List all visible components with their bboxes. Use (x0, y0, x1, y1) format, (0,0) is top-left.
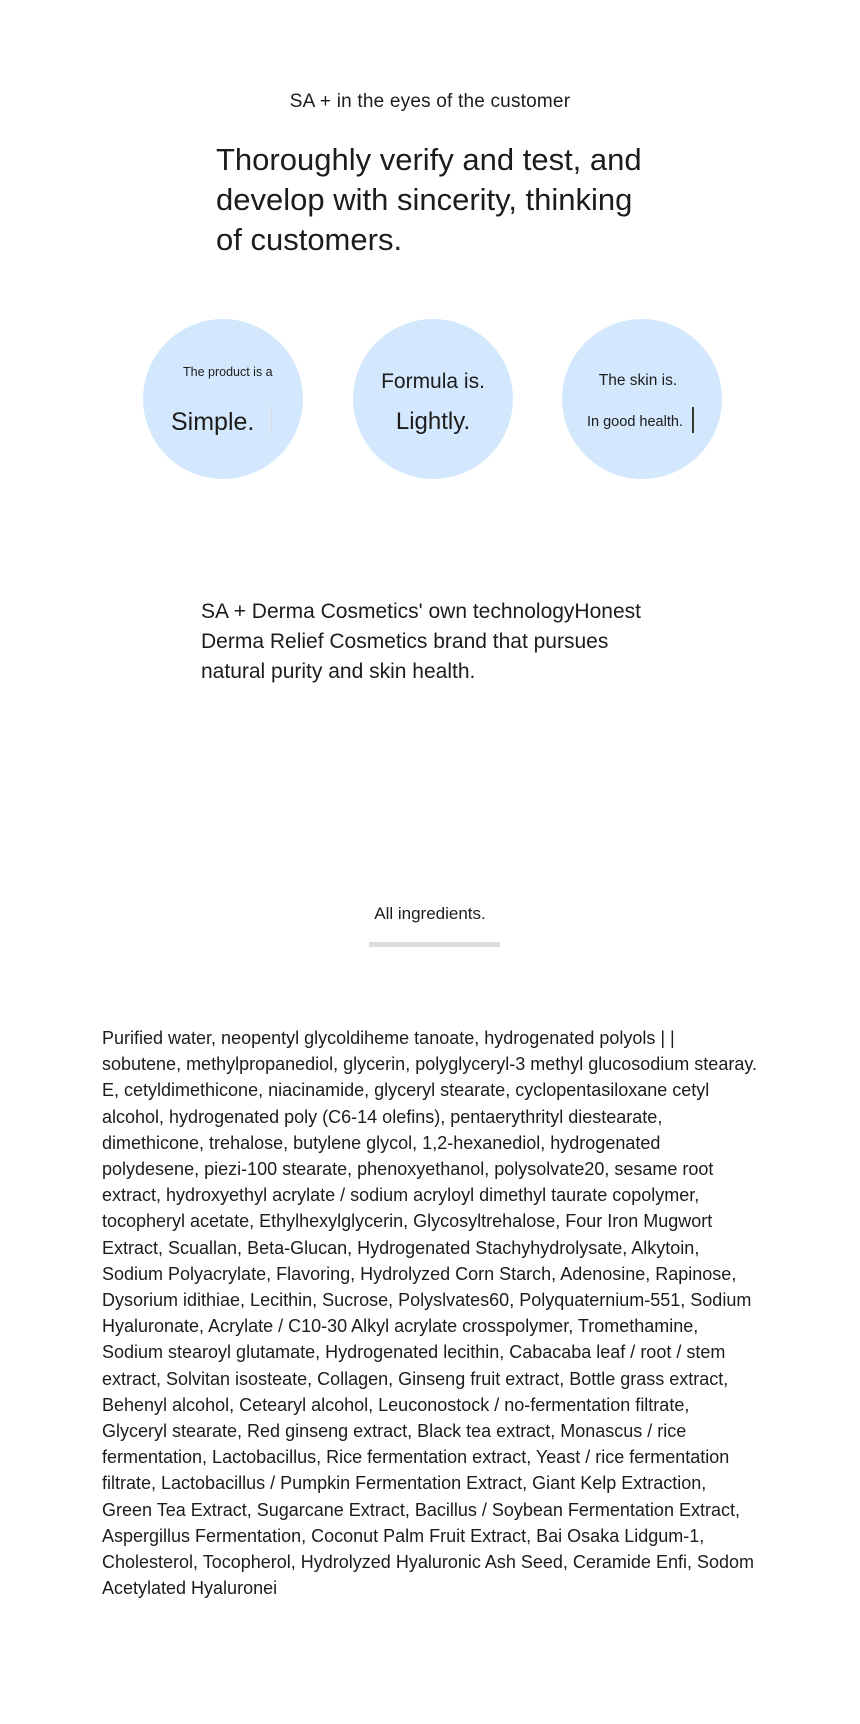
brand-description: SA + Derma Cosmetics' own technologyHonest Derma Relief Cosmetics brand that pursues natural purity and skin health. (201, 600, 641, 683)
text-cursor (692, 407, 694, 433)
feature-circle-caption: The skin is. (598, 372, 678, 389)
feature-circle-simple (143, 319, 303, 479)
title-underline (369, 942, 500, 947)
section-eyebrow: SA + in the eyes of the customer (289, 91, 571, 112)
feature-circle-health (562, 319, 722, 479)
feature-circle-keyword: Simple. (171, 408, 255, 436)
page-headline: Thoroughly verify and test, and develop with sincerity, thinking of customers. (216, 142, 642, 257)
text-cursor (271, 405, 272, 435)
feature-circle-caption: Formula is. (381, 370, 485, 393)
feature-circle-lightly (353, 319, 513, 479)
feature-circles (0, 319, 860, 479)
ingredients-title: All ingredients. (374, 904, 486, 923)
feature-circle-keyword: In good health. (587, 414, 683, 430)
feature-circle-keyword: Lightly. (395, 408, 471, 435)
feature-circle-caption: The product is a (183, 365, 273, 379)
ingredients-list: Purified water, neopentyl glycoldiheme tanoate, hydrogenated polyols | | sobutene, methylpropanediol, glycerin, polyglyceryl-3 methyl glucosodium stearay. E, cetyldimethicone, niacinamide, glyceryl stearate, cyclopentasiloxane cetyl alcohol, hydrogenated poly (C6-14 olefins), pentaerythrityl diestearate, dimethicone, trehalose, butylene glycol, 1,2-hexanediol, hydrogenated polydesene, piezi-100 stearate, phenoxyethanol, polysolvate20, sesame root extract, hydroxyethyl acrylate / sodium acryloyl dimethyl taurate copolymer, tocopheryl acetate, Ethylhexylglycerin, Glycosyltrehalose, Four Iron Mugwort Extract, Scuallan, Beta-Glucan, Hydrogenated Stachyhydrolysate, Alkytoin, Sodium Polyacrylate, Flavoring, Hydrolyzed Corn Starch, Adenosine, Rapinose, Dysorium idithiae, Lecithin, Sucrose, Polyslvates60, Polyquaternium-551, Sodium Hyaluronate, Acrylate / C10-30 Alkyl acrylate crosspolymer, Tromethamine, Sodium stearoyl glutamate, Hydrogenated lecithin, Cabacaba leaf / root / stem extract, Solvitan isosteate, Collagen, Ginseng fruit extract, Bottle grass extract, Behenyl alcohol, Cetearyl alcohol, Leuconostock / no-fermentation filtrate, Glyceryl stearate, Red ginseng extract, Black tea extract, Monascus / rice fermentation, Lactobacillus, Rice fermentation extract, Yeast / rice fermentation filtrate, Lactobacillus / Pumpkin Fermentation Extract, Giant Kelp Extraction, Green Tea Extract, Sugarcane Extract, Bacillus / Soybean Fermentation Extract, Aspergillus Fermentation, Coconut Palm Fruit Extract, Bai Osaka Lidgum-1, Cholesterol, Tocopherol, Hydrolyzed Hyaluronic Ash Seed, Ceramide Enfi, Sodom Acetylated Hyaluronei (102, 1028, 757, 1599)
